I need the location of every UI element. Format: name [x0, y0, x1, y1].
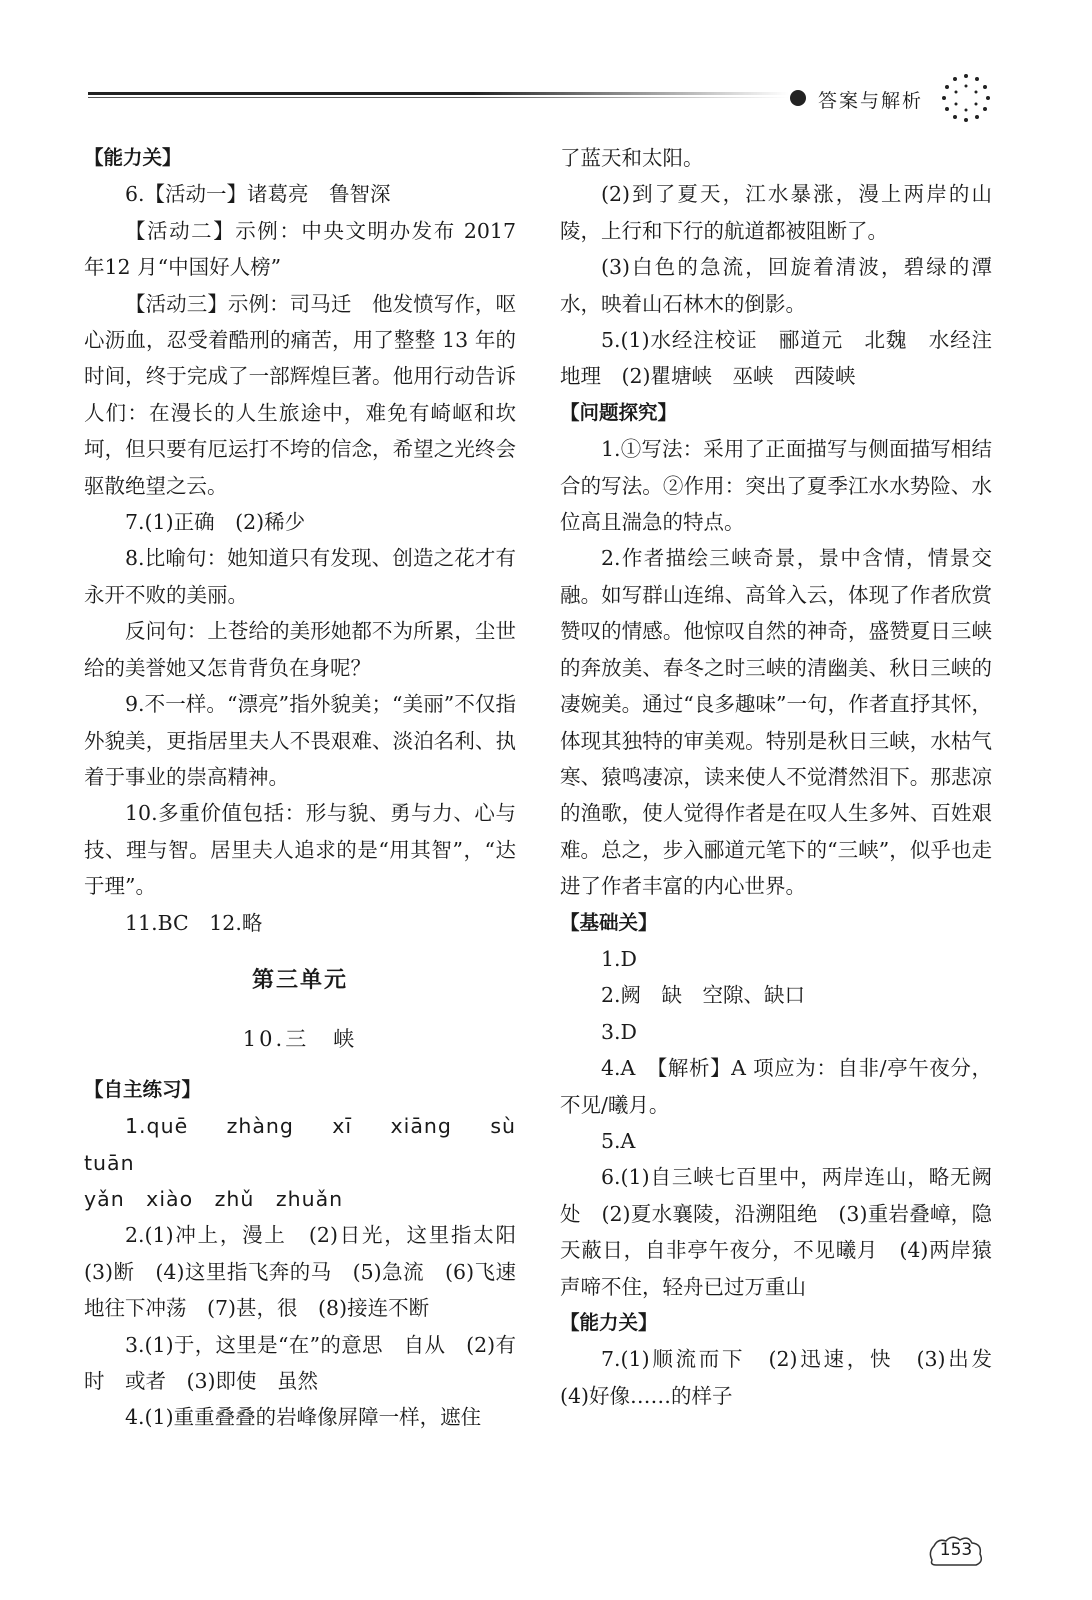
answer-2: 2.(1)冲上，漫上 (2)日光，这里指太阳 (3)断 (4)这里指飞奔的马 (5)急流 (6)飞速地往下冲荡 (7)甚，很 (8)接连不断 — [84, 1223, 537, 1321]
inquiry-2: 2.作者描绘三峡奇景，景中含情，情景交融。如写群山连绵、高耸入云，体现了作者欣赏赞叹的情感。他惊叹自然的神奇，盛赞夏日三峡的奔放美、春冬之时三峡的清幽美、秋日三峡的凄婉美。通过“良多趣味”一句，作者直抒其怀，体现其独特的审美观。特别是秋日三峡，水枯气寒、猿鸣凄凉，读来使人不觉潸然泪下。那悲凉的渔歌，使人觉得作者是在叹人生多舛、百姓艰难。总之，步入郦道元笔下的“三峡”，似乎也走进了作者丰富的内心世界。 — [560, 546, 992, 899]
answer-6-activity-2: 【活动二】示例：中央文明办发布 2017 年12 月“中国好人榜” — [84, 218, 516, 280]
answer-1-pinyin-line-2: yǎn xiào zhǔ zhuǎn — [84, 1186, 344, 1211]
basic-1: 1.D — [601, 946, 637, 971]
basic-6: 6.(1)自三峡七百里中，两岸连山，略无阙处 (2)夏水襄陵，沿溯阻绝 (3)重岩叠嶂，隐天蔽日，自非亭午夜分，不见曦月 (4)两岸猿声啼不住，轻舟已过万重山 — [560, 1165, 992, 1299]
section-heading-self-practice: 【自主练习】 — [84, 1077, 202, 1101]
ability-7: 7.(1)顺流而下 (2)迅速，快 (3)出发 (4)好像……的样子 — [560, 1347, 1013, 1408]
answer-4-3: (3)白色的急流，回旋着清波，碧绿的潭水，映着山石林木的倒影。 — [560, 255, 992, 316]
unit-title: 第三单元 — [251, 967, 348, 993]
answer-9: 9.不一样。“漂亮”指外貌美；“美丽”不仅指外貌美，更指居里夫人不畏艰难、淡泊名利、执着于事业的崇高精神。 — [84, 692, 516, 789]
answer-11-12: 11.BC 12.略 — [125, 910, 263, 935]
answer-4-2: (2)到了夏天，江水暴涨，漫上两岸的山陵，上行和下行的航道都被阻断了。 — [560, 182, 992, 243]
page-number: 153 — [939, 1540, 973, 1560]
section-heading-inquiry: 【问题探究】 — [560, 400, 678, 424]
answer-8: 8.比喻句：她知道只有发现、创造之花才有永开不败的美丽。 — [84, 546, 516, 607]
section-heading-basic: 【基础关】 — [560, 910, 658, 934]
header-rule — [88, 92, 788, 102]
dotted-circle-ornament-icon — [940, 72, 992, 124]
header-title: 答案与解析 — [818, 90, 924, 112]
page-number-badge — [924, 1532, 988, 1572]
answer-6: 6.【活动一】诸葛亮 鲁智深 — [125, 182, 391, 207]
answer-6-activity-3: 【活动三】示例：司马迁 他发愤写作，呕心沥血，忍受着酷刑的痛苦，用了整整 13 年的时间，终于完成了一部辉煌巨著。他用行动告诉人们：在漫长的人生旅途中，难免有崎岖和坎坷，但只要有厄运打不垮的信念，希望之光终会驱散绝望之云。 — [84, 291, 516, 498]
section-heading-ability: 【能力关】 — [84, 146, 182, 169]
inquiry-1: 1.①写法：采用了正面描写与侧面描写相结合的写法。②作用：突出了夏季江水水势险、水位高且湍急的特点。 — [560, 437, 992, 535]
lesson-title: 10.三 峡 — [242, 1027, 358, 1052]
answer-8-rhetorical: 反问句：上苍给的美形她都不为所累，尘世给的美誉她又怎肯背负在身呢？ — [84, 619, 516, 680]
basic-2: 2.阙 缺 空隙、缺口 — [601, 983, 806, 1008]
basic-5: 5.A — [601, 1128, 636, 1153]
basic-4: 4.A 【解析】A 项应为：自非/亭午夜分，不见/曦月。 — [560, 1056, 992, 1117]
answer-10: 10.多重价值包括：形与貌、勇与力、心与技、理与智。居里夫人追求的是“用其智”，“达于理”。 — [84, 801, 516, 899]
answer-7: 7.(1)正确 (2)稀少 — [125, 510, 306, 535]
answer-5: 5.(1)水经注校证 郦道元 北魏 水经注 地理 (2)瞿塘峡 巫峡 西陵峡 — [560, 328, 1013, 389]
basic-3: 3.D — [601, 1019, 637, 1044]
answer-4: 4.(1)重重叠叠的岩峰像屏障一样，遮住 — [125, 1405, 482, 1430]
answer-4-continued: 了蓝天和太阳。 — [560, 146, 704, 170]
header-dot-icon — [790, 90, 806, 106]
section-heading-ability-2: 【能力关】 — [560, 1311, 658, 1334]
left-column — [84, 140, 538, 1436]
answer-3: 3.(1)于，这里是“在”的意思 自从 (2)有时 或者 (3)即使 虽然 — [84, 1332, 516, 1393]
right-column — [560, 140, 1013, 1414]
answer-1-pinyin-line-1: 1.quē zhàng xī xiāng sù tuān — [84, 1114, 538, 1175]
